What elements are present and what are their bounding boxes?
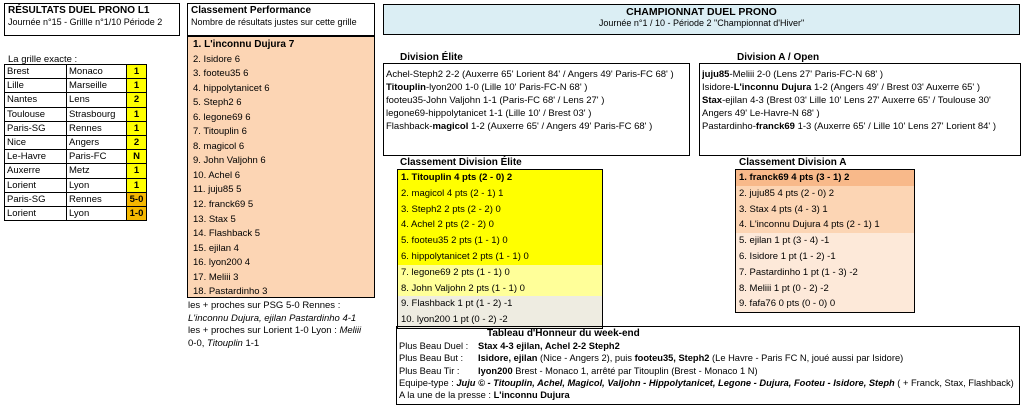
home-team: Brest [5, 65, 67, 79]
performance-item: 11. juju85 5 [193, 184, 242, 196]
honour-title: Tableau d'Honneur du week-end [487, 328, 640, 339]
away-team: Rennes [67, 192, 127, 206]
performance-item: 8. magicol 6 [193, 140, 245, 152]
result-cell: N [127, 150, 147, 164]
ranking-row: 4. L'inconnu Dujura 4 pts (2 - 1) 1 [736, 217, 914, 233]
performance-item: 7. Titouplin 6 [193, 126, 247, 138]
performance-item: 12. franck69 5 [193, 199, 254, 211]
duel-score: 1-3 [794, 121, 812, 132]
honour-press: A la une de la presse : L'inconnu Dujura [399, 390, 570, 401]
duel-result [702, 68, 1020, 81]
grille-row [5, 192, 147, 206]
duel-result [702, 94, 1020, 107]
results-header [4, 3, 180, 36]
grille-row [5, 178, 147, 192]
away-team: Paris-FC [67, 150, 127, 164]
performance-header [187, 3, 375, 36]
result-cell: 5-0 [127, 192, 147, 206]
performance-item: 14. Flashback 5 [193, 228, 261, 240]
home-team: Nice [5, 135, 67, 149]
ranking-row: 9. Flashback 1 pt (1 - 2) -1 [398, 296, 602, 312]
ranking-elite-table [397, 169, 603, 329]
away-team: Strasbourg [67, 107, 127, 121]
ranking-row: 9. fafa76 0 pts (0 - 0) 0 [736, 296, 914, 312]
home-team: Lorient [5, 206, 67, 220]
duel-goals: (Lens 27' Paris-FC-N 68' ) [770, 69, 884, 80]
away-team: Lyon [67, 206, 127, 220]
result-cell: 1 [127, 121, 147, 135]
home-team: Lorient [5, 178, 67, 192]
home-team: Auxerre [5, 164, 67, 178]
home-team: Paris-SG [5, 121, 67, 135]
ranking-row: 7. Pastardinho 1 pt (1 - 3) -2 [736, 265, 914, 281]
ranking-row: 7. legone69 2 pts (1 - 1) 0 [398, 265, 602, 281]
ranking-row: 2. magicol 4 pts (2 - 1) 1 [398, 186, 602, 202]
grille-row [5, 121, 147, 135]
grille-row [5, 135, 147, 149]
duel-result [386, 81, 689, 94]
grille-row [5, 206, 147, 220]
division-elite-results [383, 63, 690, 156]
performance-item: 18. Pastardinho 3 [193, 286, 268, 298]
honour-duel: Plus Beau Duel : Stax 4-3 ejilan, Achel 2-2 Steph2 [399, 341, 620, 351]
duel-part: Pastardinho- [702, 121, 756, 132]
duel-goals: (Auxerre 65' / Angers 49' Paris-FC 68' ) [484, 121, 653, 132]
duel-result [386, 94, 689, 107]
grille-row [5, 93, 147, 107]
performance-item: 17. Meliii 3 [193, 271, 239, 283]
performance-item: 3. footeu35 6 [193, 68, 249, 80]
duel-goals: (Lille 10' Paris-FC-N 68' ) [478, 82, 588, 93]
duel-part: Isidore- [702, 82, 734, 93]
honour-team: Equipe-type : Juju © - Titouplin, Achel, Magicol, Valjohn - Hippolytanicet, Legone - Dujura, Footeu - Isidore, Steph ( + Franck, Stax, Flashback) [399, 377, 1014, 388]
duel-result [386, 120, 689, 133]
duel-part: -Meliii 2-0 [729, 69, 771, 80]
away-team: Angers [67, 135, 127, 149]
home-team: Nantes [5, 93, 67, 107]
home-team: Paris-SG [5, 192, 67, 206]
results-title: RÉSULTATS DUEL PRONO L1 [8, 5, 150, 16]
performance-item: 1. L'inconnu Dujura 7 [193, 39, 295, 50]
duel-part: Stax [702, 95, 723, 106]
ranking-row: 4. Achel 2 pts (2 - 2) 0 [398, 217, 602, 233]
away-team: Metz [67, 164, 127, 178]
ranking-row: 8. John Valjohn 2 pts (1 - 1) 0 [398, 281, 602, 297]
ranking-row: 5. footeu35 2 pts (1 - 1) 0 [398, 233, 602, 249]
result-cell: 2 [127, 135, 147, 149]
honour-board [396, 326, 1020, 405]
grille-label: La grille exacte : [8, 54, 78, 65]
performance-item: 5. Steph2 6 [193, 97, 242, 109]
note-psg-closest: L'inconnu Dujura, ejilan Pastardinho 4-1 [188, 312, 357, 324]
note-psg: les + proches sur PSG 5-0 Rennes : [188, 300, 341, 311]
home-team: Toulouse [5, 107, 67, 121]
division-elite-title: Division Élite [400, 52, 463, 63]
duel-part: footeu35-John Valjohn 1-1 [386, 95, 497, 106]
grille-row [5, 107, 147, 121]
duel-goals: (Angers 49' / Brest 03' Auxerre 65' ) [827, 82, 981, 93]
duel-goals: (Paris-FC 68' / Lens 27' ) [496, 95, 605, 106]
performance-notes [188, 300, 380, 350]
duel-score: 1-2 [811, 82, 828, 93]
ranking-row: 8. Meliii 1 pt (0 - 2) -2 [736, 281, 914, 297]
ranking-row: 3. Steph2 2 pts (2 - 2) 0 [398, 202, 602, 218]
grille-table [4, 64, 147, 221]
ranking-a-title: Classement Division A [739, 157, 847, 168]
ranking-row: 1. franck69 4 pts (3 - 1) 2 [736, 170, 914, 186]
performance-subtitle: Nombre de résultats justes sur cette grille [191, 17, 357, 27]
duel-result [386, 107, 689, 120]
ranking-row: 6. Isidore 1 pt (1 - 2) -1 [736, 249, 914, 265]
away-team: Marseille [67, 79, 127, 93]
performance-item: 10. Achel 6 [193, 169, 241, 181]
away-team: Monaco [67, 65, 127, 79]
performance-item: 2. Isidore 6 [193, 53, 240, 65]
championship-header [383, 4, 1020, 35]
duel-winner: franck69 [755, 121, 795, 132]
performance-title: Classement Performance [191, 5, 312, 16]
ranking-row: 3. Stax 4 pts (4 - 3) 1 [736, 202, 914, 218]
duel-score: 1-2 [468, 121, 485, 132]
grille-row [5, 79, 147, 93]
championship-title: CHAMPIONNAT DUEL PRONO [626, 6, 777, 18]
honour-but: Plus Beau But : Isidore, ejilan (Nice - Angers 2), puis footeu35, Steph2 (Le Havre - Paris FC N, joué aussi par Isidore) [399, 353, 904, 364]
grille-row [5, 150, 147, 164]
duel-result [702, 120, 1020, 133]
ranking-row: 6. hippolytanicet 2 pts (1 - 1) 0 [398, 249, 602, 265]
duel-part: -lyon200 1-0 [425, 82, 479, 93]
duel-goals: (Auxerre 65' / Lille 10' Lens 27' Lorient 84' ) [811, 121, 997, 132]
result-cell: 1 [127, 65, 147, 79]
performance-item: 6. legone69 6 [193, 111, 251, 123]
performance-item: 16. lyon200 4 [193, 257, 251, 269]
result-cell: 1 [127, 79, 147, 93]
duel-part: Angers 49' Le-Havre-N 68' ) [702, 108, 820, 119]
home-team: Le-Havre [5, 150, 67, 164]
honour-tir: Plus Beau Tir : lyon200 Brest - Monaco 1, arrêté par Titouplin (Brest - Monaco 1 N) [399, 365, 758, 376]
note-lorient: les + proches sur Lorient 1-0 Lyon : Meliii [188, 325, 362, 336]
ranking-row: 2. juju85 4 pts (2 - 0) 2 [736, 186, 914, 202]
performance-item: 15. ejilan 4 [193, 242, 239, 254]
ranking-row: 10. lyon200 1 pt (0 - 2) -2 [398, 312, 602, 328]
duel-part: Flashback- [386, 121, 433, 132]
result-cell: 1 [127, 107, 147, 121]
division-a-results [699, 63, 1021, 156]
duel-part: juju85 [702, 69, 730, 80]
duel-part: -ejilan 4-3 [722, 95, 764, 106]
ranking-row: 1. Titouplin 4 pts (2 - 0) 2 [398, 170, 602, 186]
result-cell: 1 [127, 178, 147, 192]
performance-list [187, 36, 375, 298]
duel-goals: (Lille 10' / Brest 03' ) [502, 108, 592, 119]
duel-result [702, 81, 1020, 94]
result-cell: 2 [127, 93, 147, 107]
duel-goals: (Brest 03' Lille 10' Lens 27' Auxerre 65' / Toulouse 30' [763, 95, 991, 106]
duel-result [386, 68, 689, 81]
duel-result [702, 107, 1020, 120]
results-subtitle: Journée n°15 - Grillle n°1/10 Période 2 [8, 17, 163, 27]
performance-item: 4. hippolytanicet 6 [193, 82, 270, 94]
home-team: Lille [5, 79, 67, 93]
performance-item: 9. John Valjohn 6 [193, 155, 266, 167]
performance-item: 13. Stax 5 [193, 213, 236, 225]
duel-part: legone69-hippolytanicet 1-1 [386, 108, 503, 119]
result-cell: 1 [127, 164, 147, 178]
duel-part: Achel-Steph2 2-2 [386, 69, 460, 80]
grille-row [5, 164, 147, 178]
grille-row [5, 65, 147, 79]
duel-winner: L'inconnu Dujura [733, 82, 812, 93]
note-lorient-closest: 0-0, Titouplin 1-1 [188, 337, 260, 349]
duel-goals: (Auxerre 65' Lorient 84' / Angers 49' Paris-FC 68' ) [459, 69, 674, 80]
ranking-elite-title: Classement Division Élite [400, 157, 522, 168]
away-team: Lyon [67, 178, 127, 192]
away-team: Rennes [67, 121, 127, 135]
duel-winner: magicol [432, 121, 469, 132]
result-cell: 1-0 [127, 206, 147, 220]
away-team: Lens [67, 93, 127, 107]
duel-part: Titouplin [386, 82, 426, 93]
championship-subtitle: Journée n°1 / 10 - Période 2 "Championnat d'Hiver" [598, 18, 805, 28]
ranking-a-table [735, 169, 915, 313]
division-a-title: Division A / Open [737, 52, 820, 63]
ranking-row: 5. ejilan 1 pt (3 - 4) -1 [736, 233, 914, 249]
